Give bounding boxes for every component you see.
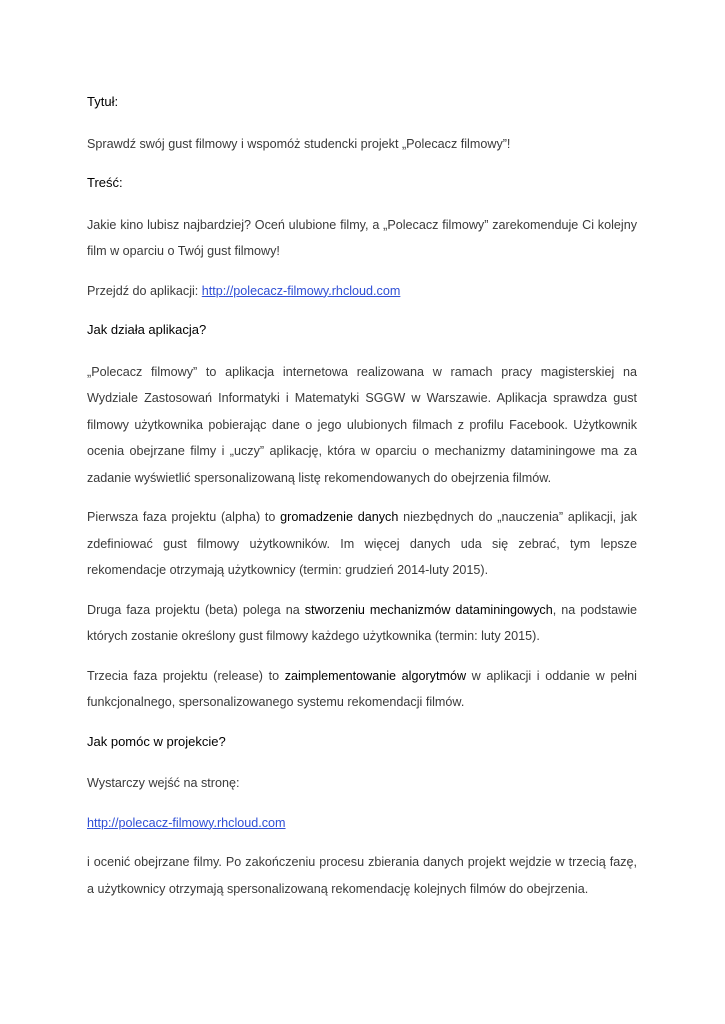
help-outro: i ocenić obejrzane filmy. Po zakończeniu procesu zbierania danych projekt wejdzie w trzecią fazę, a użytkownicy otrzymają spersonalizowaną rekomendację kolejnych filmów do obejrzenia. [87,855,637,896]
help-link[interactable]: http://polecacz-filmowy.rhcloud.com [87,815,286,830]
help-intro: Wystarczy wejść na stronę: [87,776,240,790]
phase3-paragraph [87,663,637,716]
phase3-after: w aplikacji i oddanie w pełni funkcjonalnego, spersonalizowanego systemu rekomendacji filmów. [87,668,637,709]
how-heading: Jak działa aplikacja? [87,322,207,337]
phase2-paragraph [87,597,637,650]
app-link-paragraph [87,278,637,305]
phase2-highlight: stworzeniu mechanizmów dataminingowych [304,602,553,617]
phase3-highlight: zaimplementowanie algorytmów [284,668,467,683]
body-heading: Treść: [87,175,123,190]
title-heading: Tytuł: [87,94,119,109]
title-text: Sprawdź swój gust filmowy i wspomóż studencki projekt „Polecacz filmowy”! [87,136,511,151]
app-link[interactable]: http://polecacz-filmowy.rhcloud.com [201,283,401,298]
phase1-paragraph [87,504,637,584]
help-heading: Jak pomóc w projekcie? [87,733,226,749]
how-paragraph: „Polecacz filmowy” to aplikacja internetowa realizowana w ramach pracy magisterskiej na Wydziale Zastosowań Informatyki i Matematyki SGGW w Warszawie. Aplikacja sprawdza gust filmowy użytkownika pobierając dane o jego ulubionych filmach z profilu Facebook. Użytkownik ocenia obejrzane filmy i „uczy” aplikację, która w oparciu o mechanizmy dataminingowe ma za zadanie wyświetlić spersonalizowaną listę rekomendowanych do obejrzenia filmów. [87,364,637,485]
phase2-after: , na podstawie których zostanie określony gust filmowy każdego użytkownika (termin: luty 2015). [87,602,637,643]
phase1-before: Pierwsza faza projektu (alpha) to [87,510,281,524]
phase2-before: Druga faza projektu (beta) polega na [87,602,305,617]
intro-paragraph: Jakie kino lubisz najbardziej? Oceń ulubione filmy, a „Polecacz filmowy” zarekomenduje Ci kolejny film w oparciu o Twój gust filmowy! [87,217,637,258]
phase1-highlight: gromadzenie danych [280,510,399,524]
help-link-paragraph [87,810,637,837]
phase3-before: Trzecia faza projektu (release) to [87,668,285,683]
phase1-after: niezbędnych do „nauczenia” aplikacji, jak zdefiniować gust filmowy użytkowników. Im więcej danych uda się zebrać, tym lepsze rekomendacje otrzymają użytkownicy (termin: grudzień 2014-luty 2015). [87,510,637,577]
app-link-prefix: Przejdź do aplikacji: [87,283,202,298]
